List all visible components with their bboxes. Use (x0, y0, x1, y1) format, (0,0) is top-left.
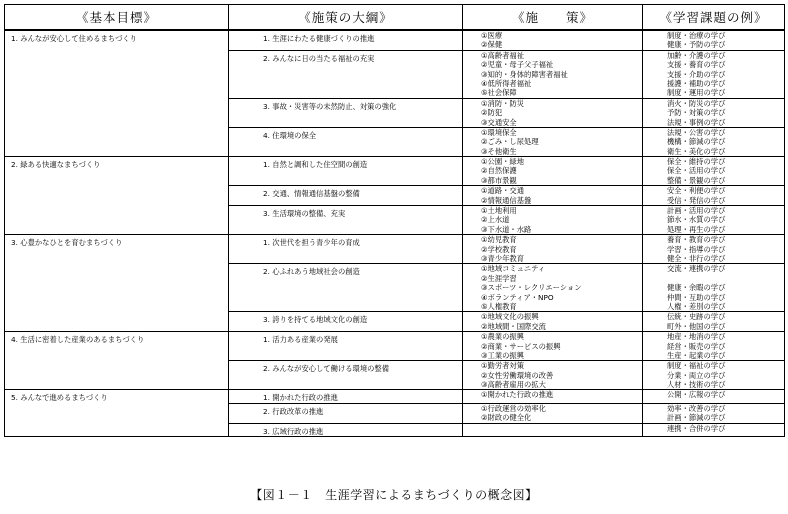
learning-examples-cell (643, 312, 785, 332)
measure-item: ①農業の振興 (481, 332, 525, 342)
measure-item: ②防犯 (481, 108, 503, 118)
learning-example-item: 伝統・史跡の学び (667, 312, 726, 322)
concept-table (4, 4, 785, 437)
learning-example-item: 保全・活用の学び (667, 166, 726, 176)
learning-example-item: 支援・養育の学び (667, 60, 726, 70)
measure-item: ①公園・緑地 (481, 157, 525, 167)
measure-item: ②女性労働環境の改善 (481, 370, 554, 380)
learning-example-item: 制度・福祉の学び (667, 361, 726, 371)
measure-item: ①環境保全 (481, 127, 517, 137)
table-row (5, 390, 785, 403)
learning-example-item: 健全・非行の学び (667, 253, 726, 263)
basic-goal: 2. 緑ある快適なまちづくり (5, 157, 229, 235)
learning-example-item: 機構・節減の学び (667, 137, 726, 147)
figure-caption: 【図１－１ 生涯学習によるまちづくりの概念図】 (250, 488, 538, 502)
learning-example-item: 消火・防災の学び (667, 98, 726, 108)
learning-example-item (667, 274, 780, 283)
policy-outline: 1. 自然と調和した住空間の創造 (229, 157, 463, 186)
policy-outline: 3. 誇りを持てる地域文化の創造 (229, 312, 463, 332)
learning-example-item: 公開・広報の学び (667, 390, 726, 400)
policy-outline: 2. みんなが安心して働ける環境の整備 (229, 361, 463, 390)
measures-cell (463, 186, 643, 206)
learning-examples-cell (643, 127, 785, 156)
learning-example-item: 地産・地消の学び (667, 332, 726, 342)
learning-examples-cell (643, 264, 785, 312)
learning-example-item: 支援・介助の学び (667, 69, 726, 79)
basic-goal: 3. 心豊かなひとを育むまちづくり (5, 235, 229, 332)
measure-item: ①消防・防災 (481, 98, 525, 108)
measure-item: ②地域間・国際交流 (481, 321, 546, 331)
measure-item: ③工業の振興 (481, 350, 525, 360)
learning-examples-cell (643, 390, 785, 403)
table-row (5, 332, 785, 361)
measure-item: ①開かれた行政の推進 (481, 390, 554, 400)
measure-item: ④低所得者福祉 (481, 78, 532, 88)
learning-example-item: 加齢・介護の学び (667, 50, 726, 60)
header-measures: 《施 策》 (463, 5, 643, 31)
policy-outline: 3. 生活環境の整備、充実 (229, 206, 463, 235)
learning-example-item: 保全・維持の学び (667, 157, 726, 167)
measure-item: ①幼児教育 (481, 235, 517, 245)
learning-examples-cell (643, 403, 785, 423)
measure-item: ③都市景観 (481, 175, 517, 185)
measures-cell (463, 235, 643, 264)
measure-item: ②生涯学習 (481, 273, 517, 283)
table-row (5, 30, 785, 50)
policy-outline: 2. みんなに日の当たる福祉の充実 (229, 50, 463, 98)
header-policy-outline: 《施策の大綱》 (229, 5, 463, 31)
measure-item: ⑤人権教育 (481, 301, 517, 311)
measure-item: ④ボランティア・NPO (481, 292, 554, 302)
measure-item: ②保健 (481, 40, 503, 50)
measure-item: ③交通安全 (481, 117, 517, 127)
learning-example-item: 経営・販売の学び (667, 341, 726, 351)
measures-cell (463, 403, 643, 423)
measure-item: ①高齢者福祉 (481, 50, 525, 60)
measure-item: ③下水道・水路 (481, 224, 532, 234)
measure-item: ②児童・母子父子福祉 (481, 60, 554, 70)
learning-example-item: 健康・予防の学び (667, 40, 726, 50)
policy-outline: 3. 事故・災害等の未然防止、対策の強化 (229, 98, 463, 127)
measure-item: ①行政運営の効率化 (481, 403, 546, 413)
policy-outline: 2. 交通、情報通信基盤の整備 (229, 186, 463, 206)
learning-example-item: 学習・指導の学び (667, 244, 726, 254)
measure-item: ①医療 (481, 31, 503, 40)
measure-item: ③そ他衛生 (481, 146, 517, 156)
measures-cell (463, 98, 643, 127)
measures-cell (463, 423, 643, 436)
header-row (5, 5, 785, 31)
table-row (5, 235, 785, 264)
learning-examples-cell (643, 157, 785, 186)
learning-examples-cell (643, 332, 785, 361)
policy-outline: 1. 開かれた行政の推進 (229, 390, 463, 403)
policy-outline: 3. 広域行政の推進 (229, 423, 463, 436)
measures-cell (463, 390, 643, 403)
learning-example-item: 連携・合併の学び (667, 423, 726, 433)
measure-item: ②商業・サービスの振興 (481, 341, 561, 351)
measure-item: ②ごみ・し尿処理 (481, 137, 539, 147)
learning-example-item: 安全・利便の学び (667, 186, 726, 196)
learning-examples-cell (643, 50, 785, 98)
measure-item: ②学校教育 (481, 244, 517, 254)
learning-examples-cell (643, 98, 785, 127)
learning-examples-cell (643, 186, 785, 206)
measure-item: ②上水道 (481, 215, 510, 225)
measure-item (481, 424, 638, 433)
learning-example-item: 仲間・互助の学び (667, 292, 726, 302)
learning-example-item: 計画・節減の学び (667, 413, 726, 423)
learning-example-item: 処理・再生の学び (667, 224, 726, 234)
policy-outline: 2. 心ふれあう地域社会の創造 (229, 264, 463, 312)
policy-outline: 2. 行政改革の推進 (229, 403, 463, 423)
learning-example-item: 人権・差別の学び (667, 301, 726, 311)
measures-cell (463, 157, 643, 186)
measure-item: ②自然保護 (481, 166, 517, 176)
policy-outline: 1. 生涯にわたる健康づくりの推進 (229, 30, 463, 50)
policy-outline: 1. 次世代を担う青少年の育成 (229, 235, 463, 264)
header-basic-goal: 《基本目標》 (5, 5, 229, 31)
learning-example-item: 養育・教育の学び (667, 235, 726, 245)
learning-examples-cell (643, 235, 785, 264)
learning-example-item: 計画・活用の学び (667, 206, 726, 216)
measure-item: ⑤社会保障 (481, 88, 517, 98)
measures-cell (463, 312, 643, 332)
measure-item: ③スポーツ・レクリエーション (481, 283, 582, 293)
learning-example-item: 町外・他国の学び (667, 321, 726, 331)
learning-examples-cell (643, 423, 785, 436)
learning-examples-cell (643, 30, 785, 50)
learning-example-item: 法規・公害の学び (667, 127, 726, 137)
measures-cell (463, 206, 643, 235)
learning-example-item: 制度・運用の学び (667, 88, 726, 98)
learning-example-item: 援護・補助の学び (667, 78, 726, 88)
measures-cell (463, 264, 643, 312)
learning-example-item: 分業・両立の学び (667, 370, 726, 380)
learning-example-item: 生産・起業の学び (667, 350, 726, 360)
measure-item: ①地域文化の振興 (481, 312, 539, 322)
measure-item: ①道路・交通 (481, 186, 525, 196)
measures-cell (463, 50, 643, 98)
learning-example-item: 節水・水質の学び (667, 215, 726, 225)
policy-outline: 1. 活力ある産業の発展 (229, 332, 463, 361)
concept-figure (4, 4, 784, 437)
measures-cell (463, 127, 643, 156)
measure-item: ①土地利用 (481, 206, 517, 216)
basic-goal: 5. みんなで進めるまちづくり (5, 390, 229, 437)
header-learning-examples: 《学習課題の例》 (643, 5, 785, 31)
learning-example-item: 受信・発信の学び (667, 195, 726, 205)
learning-examples-cell (643, 361, 785, 390)
learning-example-item: 衛生・美化の学び (667, 146, 726, 156)
learning-example-item: 予防・対策の学び (667, 108, 726, 118)
learning-example-item: 法規・事例の学び (667, 117, 726, 127)
measure-item: ③知的・身体的障害者福祉 (481, 69, 568, 79)
measure-item: ③青少年教育 (481, 253, 525, 263)
table-row (5, 157, 785, 186)
learning-example-item: 人材・技術の学び (667, 380, 726, 390)
learning-example-item: 制度・治療の学び (667, 31, 726, 40)
learning-example-item: 交流・連携の学び (667, 264, 726, 274)
measures-cell (463, 361, 643, 390)
learning-examples-cell (643, 206, 785, 235)
learning-example-item: 健康・余暇の学び (667, 283, 726, 293)
basic-goal: 1. みんなが安心して住めるまちづくり (5, 30, 229, 157)
table-body (5, 30, 785, 437)
measure-item: ③高齢者雇用の拡大 (481, 380, 546, 390)
measure-item: ①勤労者対策 (481, 361, 525, 371)
learning-example-item: 整備・景観の学び (667, 175, 726, 185)
learning-example-item: 効率・改善の学び (667, 403, 726, 413)
measures-cell (463, 332, 643, 361)
measures-cell (463, 30, 643, 50)
policy-outline: 4. 住環境の保全 (229, 127, 463, 156)
measure-item: ①地域コミュニティ (481, 264, 546, 274)
measure-item: ②情報通信基盤 (481, 195, 532, 205)
basic-goal: 4. 生活に密着した産業のあるまちづくり (5, 332, 229, 390)
measure-item: ②財政の健全化 (481, 413, 532, 423)
